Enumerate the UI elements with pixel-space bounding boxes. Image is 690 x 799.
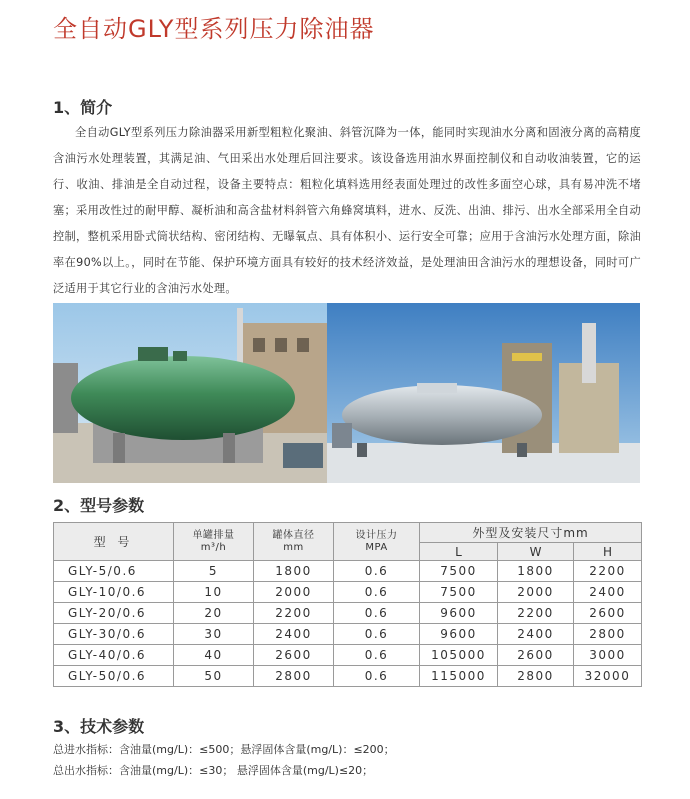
cell-pressure: 0.6 <box>334 582 420 603</box>
cell-flow: 30 <box>174 624 254 645</box>
cell-w: 2400 <box>498 624 574 645</box>
intro-paragraph: 全自动GLY型系列压力除油器采用新型粗粒化聚油、斜管沉降为一体，能同时实现油水分离和固液分离的高精度含油污水处理装置，其满足油、气田采出水处理后回注要求。该设备选用油水界面控制仪和自动收油装置，它的运行、收油、排油是全自动过程，设备主要特点：粗粒化填料选用经表面处理过的改性多面空心球，具有易冲洗不堵塞；采用改性过的耐甲醇、凝析油和高含盐材料斜管六角蜂窝填料，进水、反洗、出油、排污、出水全部采用全自动控制，整机采用卧式筒状结构、密闭结构、无曝氧点、具有体积小、运行安全可靠；应用于含油污水处理方面，除油率在90%以上。，同时在节能、保护环境方面具有较好的技术经济效益，是处理油田含油污水的理想设备，同时可广泛适用于其它行业的含油污水处理。 <box>53 126 641 295</box>
silver-tank-illustration <box>327 303 640 483</box>
header-diameter: 罐体直径 mm <box>254 523 334 561</box>
cell-l: 7500 <box>420 561 498 582</box>
section-heading-tech: 3、技术参数 <box>53 717 145 736</box>
table-row <box>54 666 642 687</box>
cell-pressure: 0.6 <box>334 645 420 666</box>
cell-w: 2000 <box>498 582 574 603</box>
cell-diameter: 2000 <box>254 582 334 603</box>
cell-pressure: 0.6 <box>334 603 420 624</box>
cell-h: 32000 <box>574 666 642 687</box>
cell-w: 2800 <box>498 666 574 687</box>
cell-pressure: 0.6 <box>334 561 420 582</box>
header-L: L <box>420 543 498 561</box>
cell-model: GLY-40/0.6 <box>54 645 174 666</box>
cell-w: 2200 <box>498 603 574 624</box>
cell-w: 1800 <box>498 561 574 582</box>
cell-l: 9600 <box>420 624 498 645</box>
header-model: 型 号 <box>54 523 174 561</box>
cell-model: GLY-10/0.6 <box>54 582 174 603</box>
cell-h: 2200 <box>574 561 642 582</box>
table-row <box>54 624 642 645</box>
cell-h: 2600 <box>574 603 642 624</box>
cell-w: 2600 <box>498 645 574 666</box>
photo-silver-tank <box>327 303 640 483</box>
cell-diameter: 2400 <box>254 624 334 645</box>
cell-h: 3000 <box>574 645 642 666</box>
header-H: H <box>574 543 642 561</box>
table-row <box>54 561 642 582</box>
cell-l: 9600 <box>420 603 498 624</box>
cell-flow: 5 <box>174 561 254 582</box>
cell-diameter: 2600 <box>254 645 334 666</box>
photo-green-tank <box>53 303 328 483</box>
header-flow: 单罐排量 m³/h <box>174 523 254 561</box>
cell-diameter: 1800 <box>254 561 334 582</box>
header-pressure: 设计压力 MPA <box>334 523 420 561</box>
section-heading-intro: 1、简介 <box>53 98 113 117</box>
cell-model: GLY-30/0.6 <box>54 624 174 645</box>
header-W: W <box>498 543 574 561</box>
page-title: 全自动GLY型系列压力除油器 <box>53 15 375 43</box>
cell-h: 2800 <box>574 624 642 645</box>
cell-diameter: 2800 <box>254 666 334 687</box>
cell-model: GLY-50/0.6 <box>54 666 174 687</box>
cell-model: GLY-5/0.6 <box>54 561 174 582</box>
table-row <box>54 582 642 603</box>
cell-l: 105000 <box>420 645 498 666</box>
cell-pressure: 0.6 <box>334 666 420 687</box>
cell-diameter: 2200 <box>254 603 334 624</box>
cell-flow: 20 <box>174 603 254 624</box>
cell-h: 2400 <box>574 582 642 603</box>
table-row <box>54 603 642 624</box>
cell-flow: 10 <box>174 582 254 603</box>
cell-model: GLY-20/0.6 <box>54 603 174 624</box>
cell-l: 7500 <box>420 582 498 603</box>
header-dimensions: 外型及安装尺寸mm <box>420 523 642 543</box>
cell-l: 115000 <box>420 666 498 687</box>
cell-flow: 40 <box>174 645 254 666</box>
section-heading-models: 2、型号参数 <box>53 496 145 515</box>
cell-pressure: 0.6 <box>334 624 420 645</box>
model-parameters-table <box>53 522 642 687</box>
green-tank-illustration <box>53 303 328 483</box>
cell-flow: 50 <box>174 666 254 687</box>
tech-outflow-spec: 总出水指标：含油量(mg/L)：≤30； 悬浮固体含量(mg/L)≤20； <box>53 764 374 777</box>
tech-inflow-spec: 总进水指标：含油量(mg/L)：≤500；悬浮固体含量(mg/L)：≤200； <box>53 743 395 756</box>
table-row <box>54 645 642 666</box>
